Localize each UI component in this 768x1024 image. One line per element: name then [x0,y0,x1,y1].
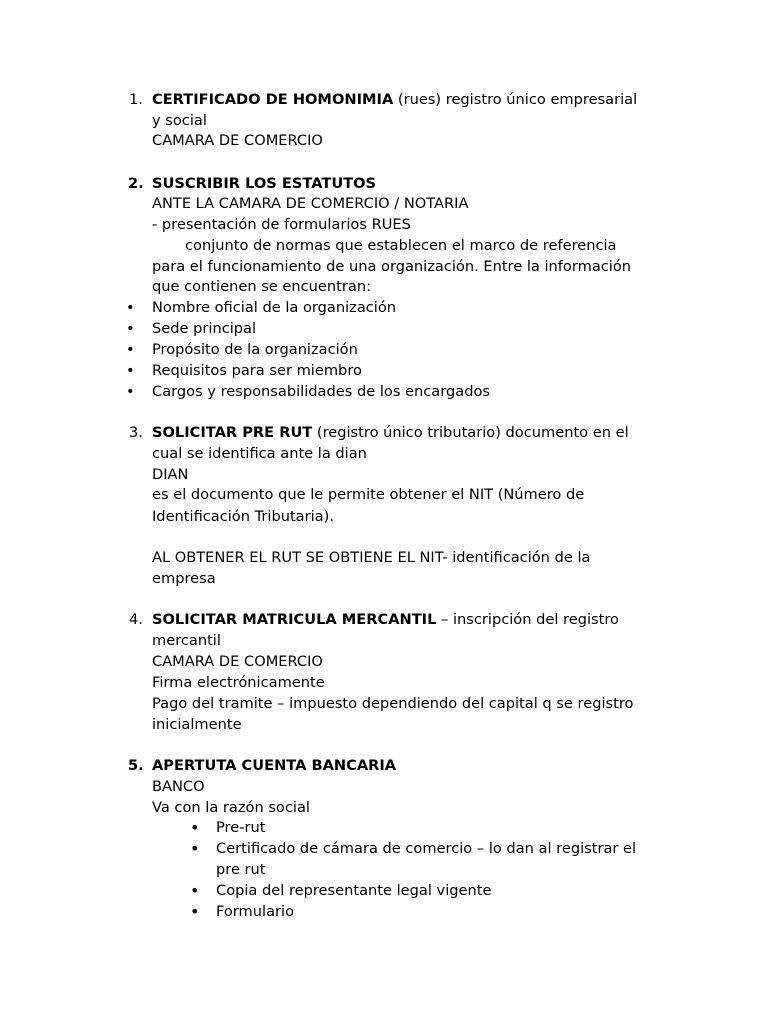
section-line: y social [152,112,207,129]
bullet-icon: • [190,839,200,858]
bullet-icon: • [126,299,135,316]
section-line: Identificación Tributaria). [152,508,334,525]
section-title-suffix: (registro único tributario) documento en el [312,424,629,441]
section-line: CAMARA DE COMERCIO [152,132,323,149]
section-number: 4. [129,611,143,628]
section-heading [152,756,396,776]
section-line: inicialmente [152,716,242,733]
list-item: Cargos y responsabilidades de los encargados [152,383,491,400]
section-title-suffix: – inscripción del registro [436,611,619,628]
section-line: Va con la razón social [152,799,310,816]
section-title: APERTUTA CUENTA BANCARIA [152,757,397,774]
section-number: 3. [129,424,143,441]
section-line: para el funcionamiento de una organización. Entre la información [152,258,632,275]
section-line: Firma electrónicamente [152,674,325,691]
bullet-icon: • [190,818,200,837]
list-item: Nombre oficial de la organización [152,299,397,316]
section-heading [152,610,619,630]
section-heading [152,90,637,110]
section-line: DIAN [152,466,189,483]
list-item: Pre-rut [216,819,266,836]
bullet-icon: • [190,881,200,900]
bullet-icon: • [126,383,135,400]
section-line: Pago del tramite – impuesto dependiendo del capital q se registro [152,695,634,712]
list-item: Copia del representante legal vigente [216,882,492,899]
section-number: 1. [129,91,143,108]
list-item: Formulario [216,903,294,920]
section-title-suffix: (rues) registro único empresarial [393,91,638,108]
bullet-icon: • [126,341,135,358]
section-line: CAMARA DE COMERCIO [152,653,323,670]
bullet-icon: • [126,362,135,379]
section-number: 5. [128,757,144,774]
section-heading [152,174,376,194]
section-line: BANCO [152,778,205,795]
section-line: empresa [152,570,216,587]
section-title: SUSCRIBIR LOS ESTATUTOS [152,175,377,192]
section-line: es el documento que le permite obtener el NIT (Número de [152,486,585,503]
section-title: SOLICITAR MATRICULA MERCANTIL [152,611,437,628]
list-item: Requisitos para ser miembro [152,362,362,379]
list-item: Sede principal [152,320,257,337]
section-line: ANTE LA CAMARA DE COMERCIO / NOTARIA [152,195,469,212]
section-line: que contienen se encuentran: [152,278,371,295]
section-number: 2. [128,175,144,192]
section-title: SOLICITAR PRE RUT [152,424,313,441]
section-line: - presentación de formularios RUES [152,216,411,233]
section-line: cual se identifica ante la dian [152,445,367,462]
section-line: mercantil [152,632,221,649]
section-line: conjunto de normas que establecen el marco de referencia [185,237,617,254]
list-item-continuation: pre rut [216,861,266,878]
list-item: Certificado de cámara de comercio – lo dan al registrar el [216,840,637,857]
list-item: Propósito de la organización [152,341,358,358]
section-title: CERTIFICADO DE HOMONIMIA [152,91,394,108]
section-line: AL OBTENER EL RUT SE OBTIENE EL NIT- identificación de la [152,549,591,566]
bullet-icon: • [126,320,135,337]
bullet-icon: • [190,902,200,921]
section-heading [152,423,629,443]
